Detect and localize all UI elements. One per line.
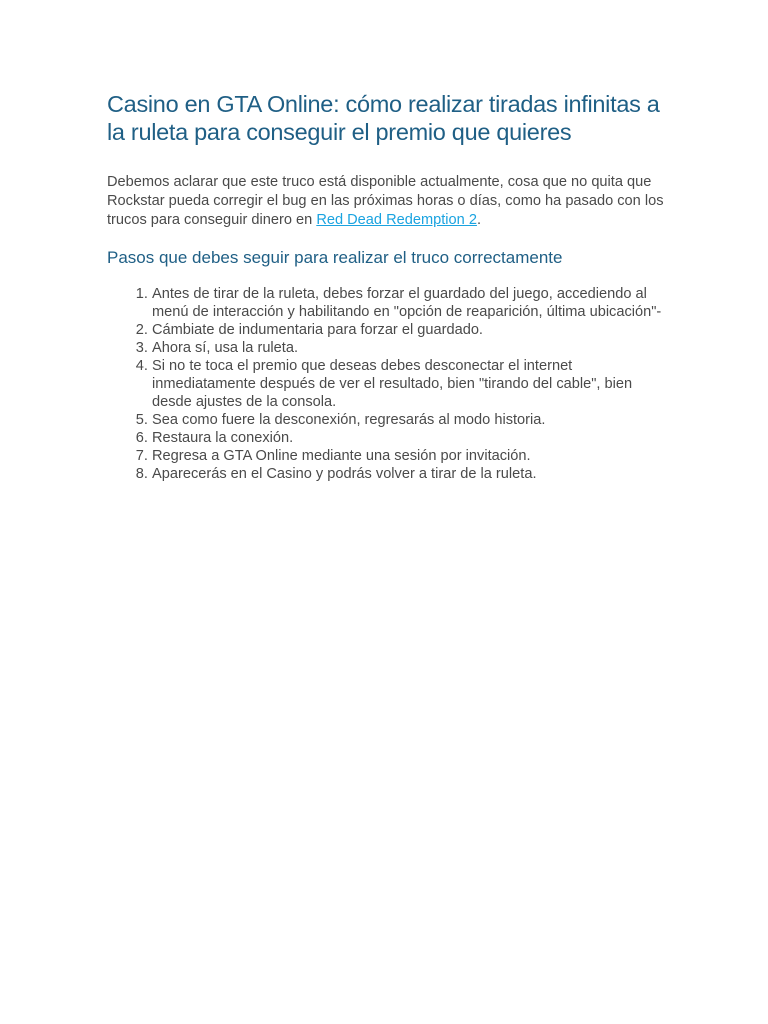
list-item: 6. Restaura la conexión. <box>152 429 667 447</box>
article-title: Casino en GTA Online: cómo realizar tiradas infinitas a la ruleta para conseguir el premio que quieres <box>107 91 660 145</box>
intro-text: Debemos aclarar que este truco está disponible actualmente, cosa que no quita que Rockstar pueda corregir el bug en las próximas horas o días, como ha pasado con los trucos para conseguir dinero en <box>107 174 664 228</box>
steps-list <box>107 285 667 483</box>
red-dead-redemption-link[interactable]: Red Dead Redemption 2 <box>316 212 477 228</box>
list-item: 5. Sea como fuere la desconexión, regresarás al modo historia. <box>152 411 667 429</box>
list-item: 1. Antes de tirar de la ruleta, debes forzar el guardado del juego, accediendo al menú de interacción y habilitando en "opción de reaparición, última ubicación"- <box>152 285 667 321</box>
list-item: 3. Ahora sí, usa la ruleta. <box>152 339 667 357</box>
list-item: 8. Aparecerás en el Casino y podrás volver a tirar de la ruleta. <box>152 465 667 483</box>
steps-subtitle: Pasos que debes seguir para realizar el truco correctamente <box>107 248 563 267</box>
article <box>107 90 667 483</box>
list-item: 2. Cámbiate de indumentaria para forzar el guardado. <box>152 321 667 339</box>
intro-end: . <box>476 212 482 228</box>
list-item: 4. Si no te toca el premio que deseas debes desconectar el internet inmediatamente después de ver el resultado, bien "tirando del cable", bien desde ajustes de la consola. <box>152 357 667 411</box>
list-item: 7. Regresa a GTA Online mediante una sesión por invitación. <box>152 447 667 465</box>
intro-paragraph <box>107 173 667 230</box>
